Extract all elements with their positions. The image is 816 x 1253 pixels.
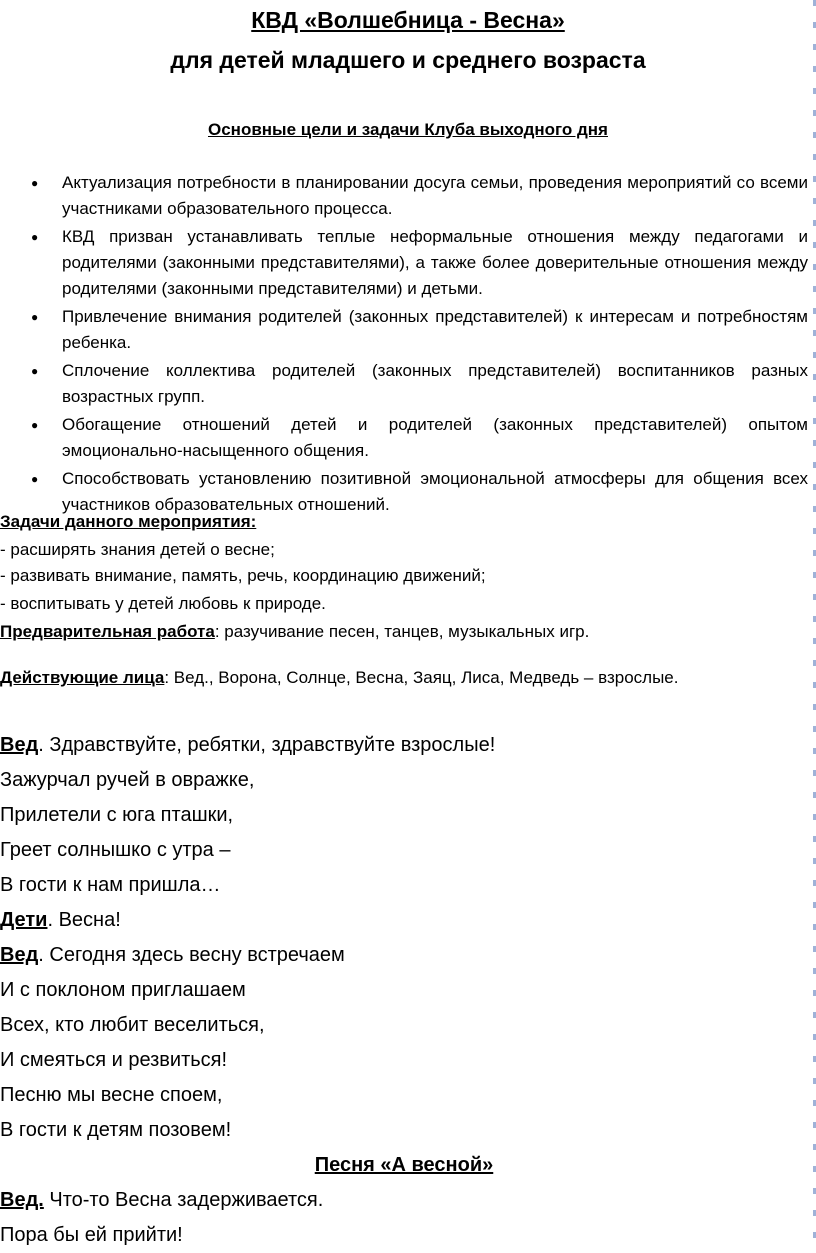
script-line: Греет солнышко с утра – [0, 839, 231, 861]
cast-text: : Вед., Ворона, Солнце, Весна, Заяц, Лиса, Медведь – взрослые. [164, 668, 679, 687]
cast-label: Действующие лица [0, 668, 165, 687]
script-line [0, 938, 808, 973]
script-line: Прилетели с юга пташки, [0, 804, 234, 826]
speech-text: . Весна! [47, 909, 121, 931]
goals-heading: Основные цели и задачи Клуба выходного дня [208, 120, 608, 139]
script-line: Зажурчал ручей в овражке, [0, 769, 255, 791]
document-subtitle: для детей младшего и среднего возраста [170, 47, 646, 73]
song-title: Песня «А весной» [314, 1154, 494, 1176]
goal-item: ● Сплочение коллектива родителей (законных представителей) воспитанников разных возрастных групп. [0, 358, 808, 410]
document-title-text: КВД «Волшебница - Весна» [251, 7, 565, 33]
script-line: Пора бы ей прийти! [0, 1224, 183, 1246]
speaker-label: Вед [0, 944, 39, 966]
speech-text: . Здравствуйте, ребятки, здравствуйте взрослые! [38, 734, 496, 756]
preparation-text: : разучивание песен, танцев, музыкальных игр. [214, 622, 590, 641]
script-line [0, 728, 808, 763]
speech-text: . Сегодня здесь весну встречаем [38, 944, 345, 966]
speech-text: Что-то Весна задерживается. [43, 1189, 324, 1211]
script-line [0, 903, 808, 938]
tasks-heading [0, 508, 808, 536]
speaker-label: Вед [0, 734, 39, 756]
goal-item: ● Актуализация потребности в планировании досуга семьи, проведения мероприятий со всеми участниками образовательного процесса. [0, 170, 808, 222]
goals-list [0, 170, 808, 520]
goal-item: ● Привлечение внимания родителей (законных представителей) к интересам и потребностям ребенка. [0, 304, 808, 356]
speaker-label: Дети [0, 909, 48, 931]
script-line [0, 1183, 808, 1218]
goal-item: ● КВД призван устанавливать теплые неформальные отношения между педагогами и родителями (законными представителями), а также более доверительные отношения между родителями (законными представителями) и детьми. [0, 224, 808, 302]
task-item: - развивать внимание, память, речь, координацию движений; [0, 566, 486, 585]
preparation-line [0, 618, 808, 646]
tasks-heading-text: Задачи данного мероприятия: [0, 512, 257, 531]
cast-line [0, 664, 808, 692]
speaker-label: Вед. [0, 1189, 44, 1211]
script-line: В гости к нам пришла… [0, 874, 221, 896]
goal-item: ● Способствовать установлению позитивной эмоциональной атмосферы для общения всех участников образовательных отношений. [0, 466, 808, 518]
script-line: Песню мы весне споем, [0, 1084, 223, 1106]
script-line: И с поклоном приглашаем [0, 979, 246, 1001]
script-line: В гости к детям позовем! [0, 1119, 232, 1141]
script-line: Всех, кто любит веселиться, [0, 1014, 265, 1036]
script-body [0, 728, 808, 1253]
script-line: И смеяться и резвиться! [0, 1049, 228, 1071]
preparation-label: Предварительная работа [0, 622, 215, 641]
task-item: - расширять знания детей о весне; [0, 540, 275, 559]
goal-item: ● Обогащение отношений детей и родителей (законных представителей) опытом эмоционально-насыщенного общения. [0, 412, 808, 464]
task-item: - воспитывать у детей любовь к природе. [0, 594, 326, 613]
document-title [0, 6, 816, 34]
